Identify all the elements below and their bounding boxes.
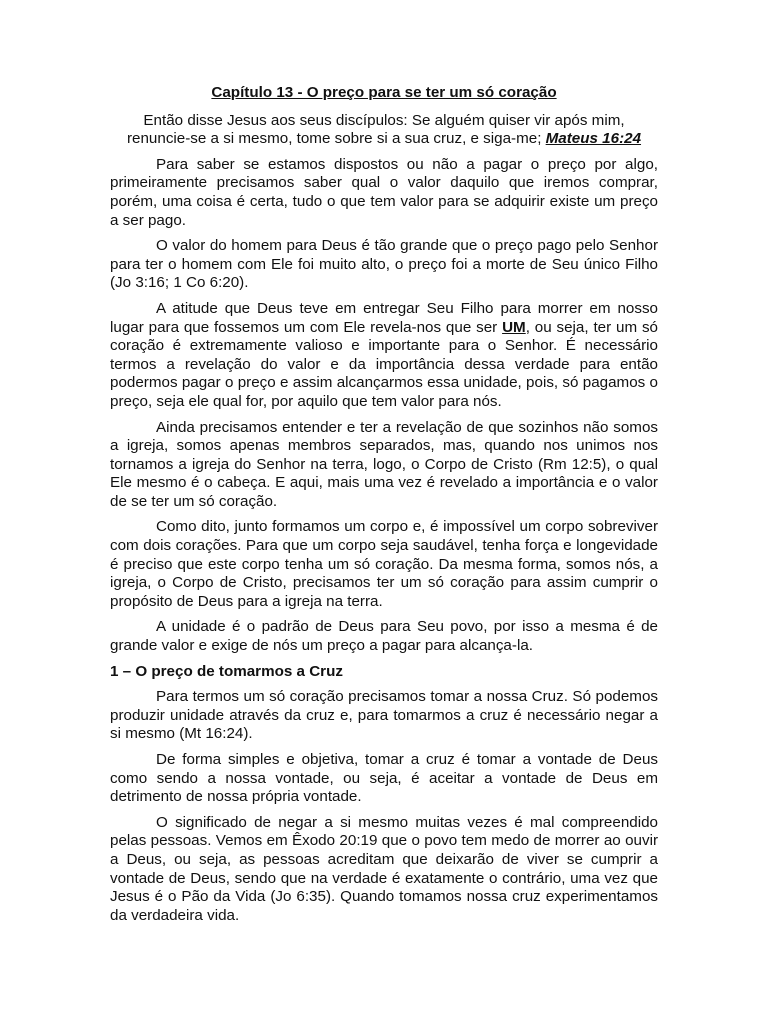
paragraph: O significado de negar a si mesmo muitas vezes é mal compreendido pelas pessoas. Vemos em Êxodo 20:19 que o povo tem medo de morrer ao ouvir a Deus, ou seja, as pessoas acreditam que deixarão de viver se cumprir a vontade de Deus, sendo que na verdade é exatamente o contrário, uma vez que Jesus é o Pão da Vida (Jo 6:35). Quando tomamos nossa cruz experimentamos da verdadeira vida.: [110, 813, 658, 924]
paragraph: Como dito, junto formamos um corpo e, é impossível um corpo sobreviver com dois corações. Para que um corpo seja saudável, tenha força e longevidade é preciso que este corpo tenha um só coração. Da mesma forma, somos nós, a igreja, o Corpo de Cristo, precisamos ter um só coração para assim cumprir o propósito de Deus para a igreja na terra.: [110, 518, 658, 610]
paragraph: De forma simples e objetiva, tomar a cruz é tomar a vontade de Deus como sendo a nossa vontade, ou seja, é aceitar a vontade de Deus em detrimento de nossa própria vontade.: [110, 751, 658, 806]
chapter-title: Capítulo 13 - O preço para se ter um só coração: [211, 84, 557, 101]
paragraph: A unidade é o padrão de Deus para Seu povo, por isso a mesma é de grande valor e exige de nós um preço a pagar para alcança-la.: [110, 618, 658, 655]
paragraph-text: A atitude que Deus teve em entregar Seu Filho para morrer em nosso lugar para que fossemos um com Ele revela-nos que ser: [110, 299, 658, 336]
epigraph-reference: Mateus 16:24: [545, 130, 642, 148]
emphasis-um: UM: [502, 318, 526, 336]
epigraph-quote: [110, 112, 658, 149]
paragraph: Para termos um só coração precisamos tomar a nossa Cruz. Só podemos produzir unidade através da cruz e, para tomarmos a cruz é necessário negar a si mesmo (Mt 16:24).: [110, 688, 658, 743]
epigraph-line-2: renuncie-se a si mesmo, tome sobre si a sua cruz, e siga-me;: [126, 130, 546, 148]
paragraph: [110, 300, 658, 412]
paragraph: O valor do homem para Deus é tão grande que o preço pago pelo Senhor para ter o homem com Ele foi muito alto, o preço foi a morte de Seu único Filho (Jo 3:16; 1 Co 6:20).: [110, 237, 658, 292]
paragraph-text: , ou seja, ter um só coração é extremamente valioso e importante para o Senhor. É necessário termos a revelação do valor e da importância dessa verdade para então podermos pagar o preço e assim alcançarmos essa unidade, pois, só pagamos o preço, seja ele qual for, por aquilo que tem valor para nós.: [110, 318, 658, 410]
paragraph: Ainda precisamos entender e ter a revelação de que sozinhos não somos a igreja, somos apenas membros separados, mas, quando nos unimos nos tornamos a igreja do Senhor na terra, logo, o Corpo de Cristo (Rm 12:5), o qual Ele mesmo é o cabeça. E aqui, mais uma vez é revelado a importância e o valor de se ter um só coração.: [110, 418, 658, 510]
section-heading: 1 – O preço de tomarmos a Cruz: [110, 662, 343, 680]
epigraph-line-1: Então disse Jesus aos seus discípulos: Se alguém quiser vir após mim,: [143, 111, 625, 129]
page-content: [110, 84, 658, 932]
paragraph: Para saber se estamos dispostos ou não a pagar o preço por algo, primeiramente precisamos saber qual o valor daquilo que iremos comprar, porém, uma coisa é certa, tudo o que tem valor para se adquirir existe um preço a ser pago.: [110, 155, 658, 229]
